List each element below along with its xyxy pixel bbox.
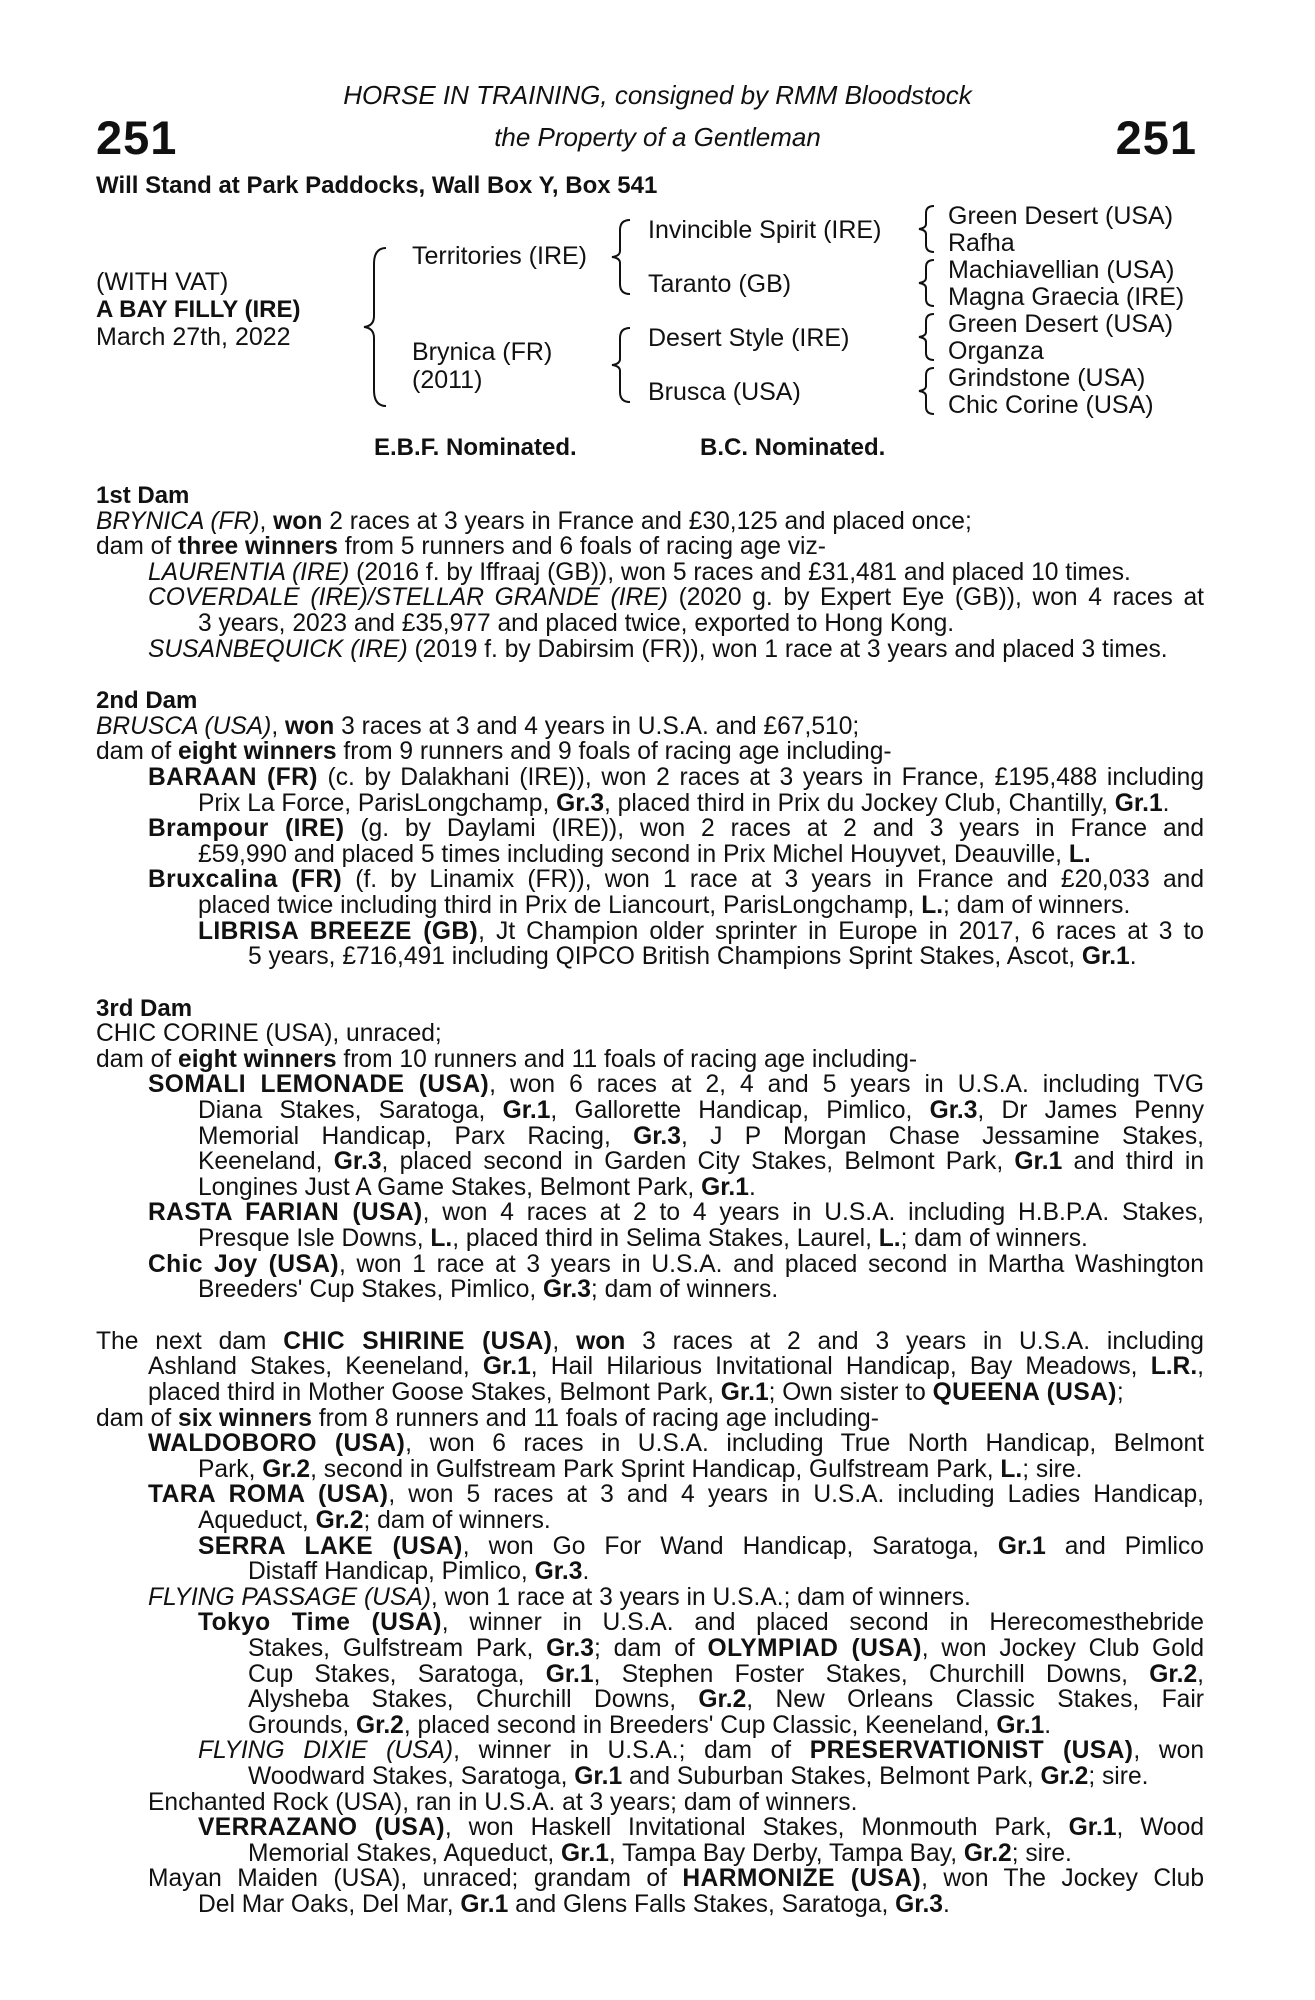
dam-name: Brynica (FR) — [412, 338, 553, 366]
ggp-1: Green Desert (USA) — [948, 202, 1174, 230]
pedigree-brace-sire — [610, 218, 634, 296]
foaling-date: March 27th, 2022 — [96, 323, 291, 351]
pedigree-brace-dam — [610, 326, 634, 404]
dam-dam: Brusca (USA) — [648, 378, 801, 406]
produce-rasta-farian: RASTA FARIAN (USA), won 4 races at 2 to 4 years in U.S.A. including H.B.P.A. Stakes, — [148, 1199, 1204, 1227]
produce-tokyo-time-4: Alysheba Stakes, Churchill Downs, Gr.2, New Orleans Classic Stakes, Fair — [248, 1686, 1204, 1714]
produce-baraan-cont: Prix La Force, ParisLongchamp, Gr.3, placed third in Prix du Jockey Club, Chantilly, Gr.1. — [198, 789, 1170, 817]
ggp-2: Rafha — [948, 229, 1015, 257]
produce-somali-lemonade-5: Longines Just A Game Stakes, Belmont Park, Gr.1. — [198, 1173, 756, 1201]
produce-baraan: BARAAN (FR) (c. by Dalakhani (IRE)), won 2 races at 3 years in France, £195,488 including — [148, 763, 1204, 791]
first-dam-produce: dam of three winners from 5 runners and 6 foals of racing age viz- — [96, 533, 826, 561]
produce-tokyo-time: Tokyo Time (USA), winner in U.S.A. and placed second in Herecomesthebride — [198, 1609, 1204, 1637]
lot-number-right: 251 — [1115, 111, 1197, 164]
produce-enchanted-rock: Enchanted Rock (USA), ran in U.S.A. at 3 years; dam of winners. — [148, 1788, 858, 1816]
pedigree-brace-g4 — [916, 366, 938, 416]
first-dam-line: BRYNICA (FR), won 2 races at 3 years in France and £30,125 and placed once; — [96, 507, 972, 535]
produce-mayan-maiden: Mayan Maiden (USA), unraced; grandam of HARMONIZE (USA), won The Jockey Club — [148, 1865, 1204, 1893]
pedigree-brace-g2 — [916, 258, 938, 308]
produce-mayan-maiden-cont: Del Mar Oaks, Del Mar, Gr.1 and Glens Falls Stakes, Saratoga, Gr.3. — [198, 1890, 950, 1918]
produce-flying-dixie-cont: Woodward Stakes, Saratoga, Gr.1 and Suburban Stakes, Belmont Park, Gr.2; sire. — [248, 1762, 1149, 1790]
second-dam-heading: 2nd Dam — [96, 687, 198, 715]
next-dam-line-3: placed third in Mother Goose Stakes, Belmont Park, Gr.1; Own sister to QUEENA (USA); — [148, 1379, 1124, 1406]
produce-somali-lemonade-2: Diana Stakes, Saratoga, Gr.1, Gallorette Handicap, Pimlico, Gr.3, Dr James Penny — [198, 1097, 1205, 1125]
produce-rasta-farian-cont: Presque Isle Downs, L., placed third in Selima Stakes, Laurel, L.; dam of winners. — [198, 1225, 1088, 1253]
stand-location: Will Stand at Park Paddocks, Wall Box Y, Box 541 — [96, 172, 658, 199]
produce-bruxcalina: Bruxcalina (FR) (f. by Linamix (FR)), won 1 race at 3 years in France and £20,033 and — [148, 866, 1204, 894]
produce-coverdale: COVERDALE (IRE)/STELLAR GRANDE (IRE) (2020 g. by Expert Eye (GB)), won 4 races at — [148, 584, 1204, 612]
ggp-8: Chic Corine (USA) — [948, 391, 1154, 419]
produce-librisa-breeze: LIBRISA BREEZE (GB), Jt Champion older sprinter in Europe in 2017, 6 races at 3 to — [198, 917, 1204, 945]
lot-number-left: 251 — [96, 111, 178, 164]
sire-dam: Taranto (GB) — [648, 270, 792, 298]
ggp-3: Machiavellian (USA) — [948, 256, 1175, 284]
consignor-line: HORSE IN TRAINING, consigned by RMM Bloodstock — [343, 80, 972, 110]
produce-somali-lemonade-3: Memorial Handicap, Parx Racing, Gr.3, J P Morgan Chase Jessamine Stakes, — [198, 1122, 1204, 1150]
third-dam-heading: 3rd Dam — [96, 994, 193, 1022]
first-dam-heading: 1st Dam — [96, 482, 190, 509]
produce-tokyo-time-3: Cup Stakes, Saratoga, Gr.1, Stephen Foster Stakes, Churchill Downs, Gr.2, — [248, 1660, 1204, 1688]
produce-librisa-breeze-cont: 5 years, £716,491 including QIPCO British Champions Sprint Stakes, Ascot, Gr.1. — [248, 943, 1137, 971]
pedigree-brace-main — [362, 246, 392, 408]
produce-chic-joy: Chic Joy (USA), won 1 race at 3 years in U.S.A. and placed second in Martha Washington — [148, 1250, 1204, 1278]
ggp-7: Grindstone (USA) — [948, 364, 1146, 392]
produce-serra-lake: SERRA LAKE (USA), won Go For Wand Handicap, Saratoga, Gr.1 and Pimlico — [198, 1532, 1204, 1560]
second-dam-produce: dam of eight winners from 9 runners and 9 foals of racing age including- — [96, 738, 892, 766]
ebf-nominated: E.B.F. Nominated. — [374, 434, 577, 461]
pedigree-brace-g3 — [916, 312, 938, 362]
produce-coverdale-cont: 3 years, 2023 and £35,977 and placed twice, exported to Hong Kong. — [198, 609, 955, 637]
produce-waldoboro-cont: Park, Gr.2, second in Gulfstream Park Sprint Handicap, Gulfstream Park, L.; sire. — [198, 1455, 1083, 1483]
property-line: the Property of a Gentleman — [494, 122, 821, 152]
third-dam-produce: dam of eight winners from 10 runners and 11 foals of racing age including- — [96, 1045, 918, 1073]
produce-chic-joy-cont: Breeders' Cup Stakes, Pimlico, Gr.3; dam of winners. — [198, 1276, 779, 1304]
ggp-5: Green Desert (USA) — [948, 310, 1174, 338]
sire-sire: Invincible Spirit (IRE) — [648, 216, 882, 244]
produce-serra-lake-cont: Distaff Handicap, Pimlico, Gr.3. — [248, 1558, 590, 1586]
pedigree-notes — [96, 483, 1204, 1917]
next-dam-line-2: Ashland Stakes, Keeneland, Gr.1, Hail Hilarious Invitational Handicap, Bay Meadows, L.R., — [148, 1353, 1204, 1381]
second-dam-line: BRUSCA (USA), won 3 races at 3 and 4 years in U.S.A. and £67,510; — [96, 712, 860, 740]
dam-year: (2011) — [412, 366, 483, 394]
produce-somali-lemonade: SOMALI LEMONADE (USA), won 6 races at 2, 4 and 5 years in U.S.A. including TVG — [148, 1071, 1204, 1099]
produce-waldoboro: WALDOBORO (USA), won 6 races in U.S.A. including True North Handicap, Belmont — [148, 1430, 1205, 1458]
produce-tokyo-time-2: Stakes, Gulfstream Park, Gr.3; dam of OLYMPIAD (USA), won Jockey Club Gold — [248, 1634, 1205, 1662]
vat-note: (WITH VAT) — [96, 268, 229, 296]
produce-tara-roma: TARA ROMA (USA), won 5 races at 3 and 4 years in U.S.A. including Ladies Handicap, — [148, 1481, 1204, 1509]
produce-flying-passage: FLYING PASSAGE (USA), won 1 race at 3 years in U.S.A.; dam of winners. — [148, 1583, 971, 1611]
next-dam-line: The next dam CHIC SHIRINE (USA), won 3 races at 2 and 3 years in U.S.A. including — [96, 1327, 1204, 1355]
produce-tara-roma-cont: Aqueduct, Gr.2; dam of winners. — [198, 1506, 551, 1534]
ggp-4: Magna Graecia (IRE) — [948, 283, 1185, 311]
pedigree-brace-g1 — [916, 204, 938, 254]
produce-somali-lemonade-4: Keeneland, Gr.3, placed second in Garden City Stakes, Belmont Park, Gr.1 and third in — [198, 1148, 1204, 1176]
horse-name: A BAY FILLY (IRE) — [96, 296, 301, 323]
next-dam-produce: dam of six winners from 8 runners and 11 foals of racing age including- — [96, 1404, 879, 1432]
dam-sire: Desert Style (IRE) — [648, 324, 850, 352]
produce-susanbequick: SUSANBEQUICK (IRE) (2019 f. by Dabirsim (FR)), won 1 race at 3 years and placed 3 times. — [148, 635, 1168, 663]
ggp-6: Organza — [948, 337, 1044, 365]
produce-verrazano: VERRAZANO (USA), won Haskell Invitational Stakes, Monmouth Park, Gr.1, Wood — [198, 1814, 1204, 1842]
produce-verrazano-cont: Memorial Stakes, Aqueduct, Gr.1, Tampa Bay Derby, Tampa Bay, Gr.2; sire. — [248, 1839, 1072, 1867]
produce-brampour-cont: £59,990 and placed 5 times including second in Prix Michel Houyvet, Deauville, L. — [198, 840, 1091, 868]
third-dam-line: CHIC CORINE (USA), unraced; — [96, 1020, 442, 1048]
produce-laurentia: LAURENTIA (IRE) (2016 f. by Iffraaj (GB)), won 5 races and £31,481 and placed 10 times. — [148, 558, 1131, 586]
sire-name: Territories (IRE) — [412, 242, 588, 270]
bc-nominated: B.C. Nominated. — [700, 434, 886, 461]
produce-bruxcalina-cont: placed twice including third in Prix de Liancourt, ParisLongchamp, L.; dam of winners. — [198, 891, 1131, 919]
produce-flying-dixie: FLYING DIXIE (USA), winner in U.S.A.; dam of PRESERVATIONIST (USA), won — [198, 1737, 1204, 1765]
produce-tokyo-time-5: Grounds, Gr.2, placed second in Breeders' Cup Classic, Keeneland, Gr.1. — [248, 1711, 1052, 1739]
produce-brampour: Brampour (IRE) (g. by Daylami (IRE)), won 2 races at 2 and 3 years in France and — [148, 815, 1205, 843]
